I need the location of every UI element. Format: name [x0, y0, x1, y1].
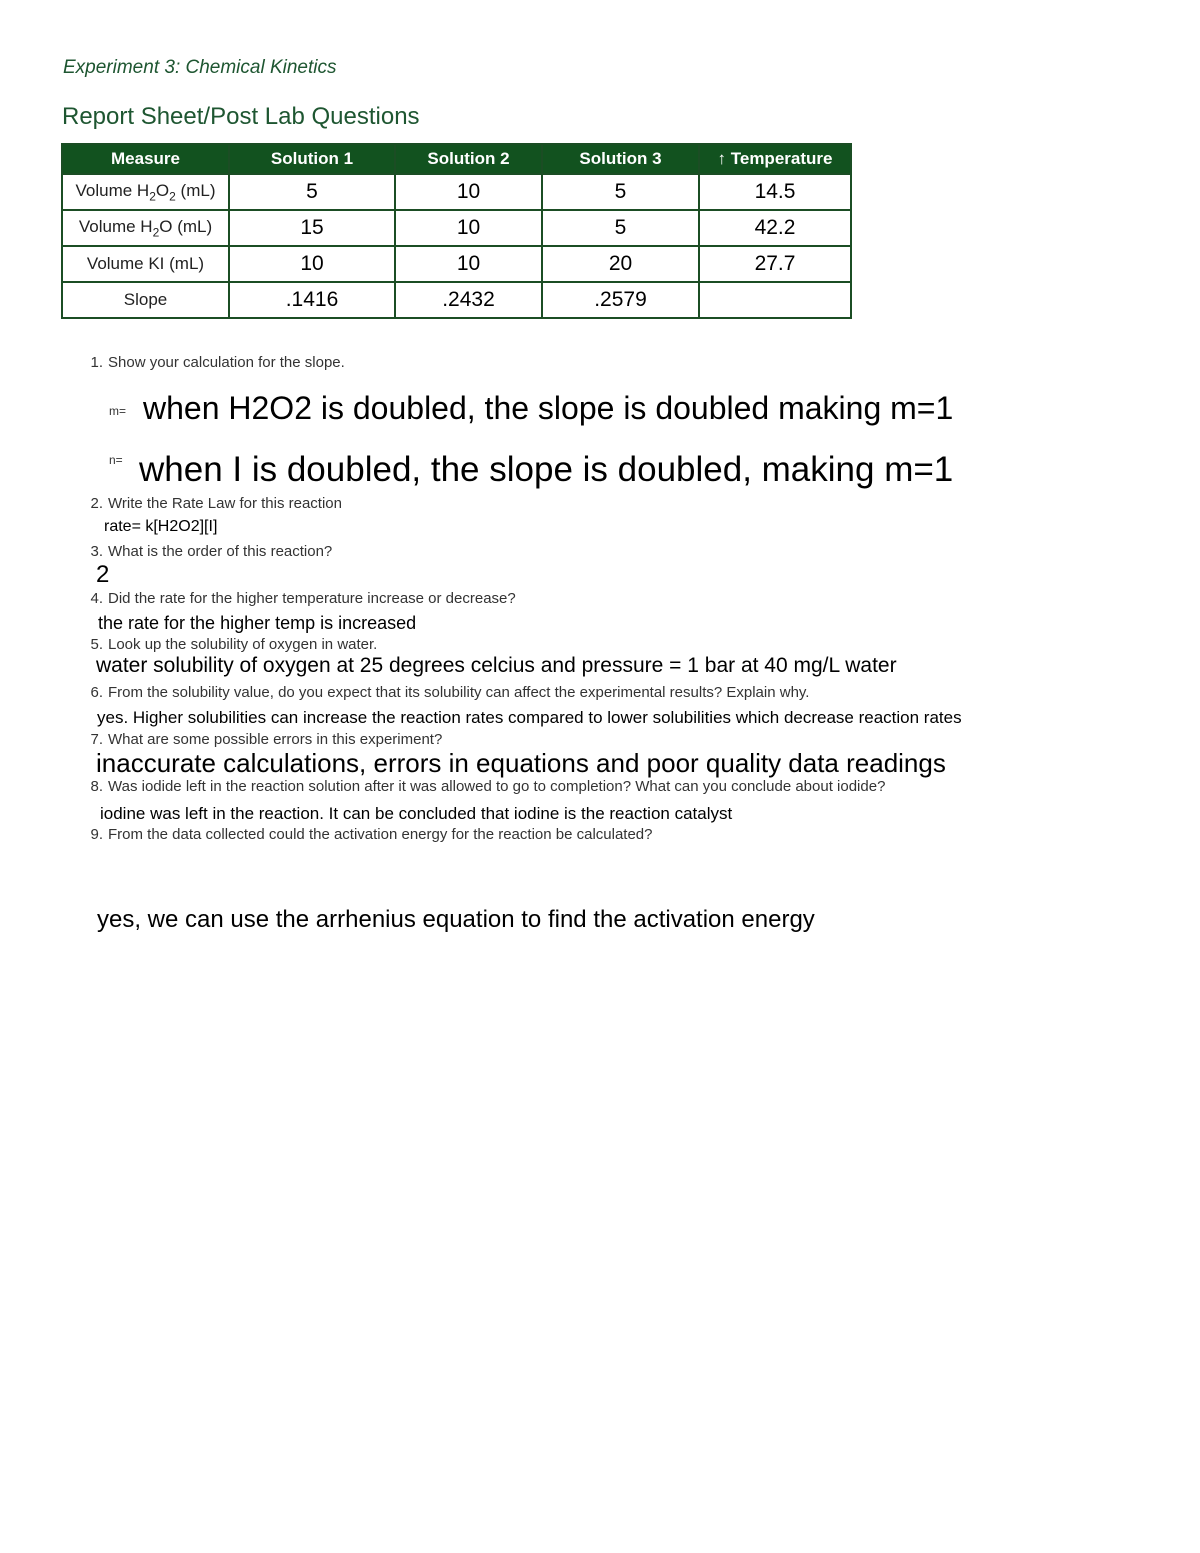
measure-cell: Slope	[62, 282, 229, 318]
section-title: Report Sheet/Post Lab Questions	[62, 103, 420, 130]
question-9: 9. From the data collected could the activation energy for the reaction be calculated?	[90, 826, 653, 843]
question-6: 6. From the solubility value, do you expect that its solubility can affect the experimental results? Explain why.	[90, 684, 810, 701]
table-header-row	[62, 144, 851, 174]
answer-n: when I is doubled, the slope is doubled, making m=1	[139, 450, 954, 489]
value-cell: 27.7	[699, 246, 851, 282]
question-7: 7. What are some possible errors in this experiment?	[90, 731, 443, 748]
value-cell: 42.2	[699, 210, 851, 246]
value-cell: 10	[395, 246, 542, 282]
value-cell: 15	[229, 210, 395, 246]
table-header: ↑ Temperature	[699, 144, 851, 174]
value-cell: .2432	[395, 282, 542, 318]
value-cell: 10	[395, 210, 542, 246]
table-row	[62, 282, 851, 318]
value-cell: 10	[395, 174, 542, 210]
answer-7: inaccurate calculations, errors in equations and poor quality data readings	[96, 748, 946, 778]
answer-3: 2	[96, 561, 110, 588]
table-header: Solution 3	[542, 144, 699, 174]
table-header: Measure	[62, 144, 229, 174]
table-header: Solution 2	[395, 144, 542, 174]
value-cell	[699, 282, 851, 318]
table-row	[62, 246, 851, 282]
value-cell: .2579	[542, 282, 699, 318]
table-header: Solution 1	[229, 144, 395, 174]
n-label: n=	[109, 453, 123, 467]
question-1: 1. Show your calculation for the slope.	[90, 354, 345, 371]
m-label: m=	[109, 404, 127, 418]
document-title: Experiment 3: Chemical Kinetics	[63, 57, 337, 78]
table-row	[62, 174, 851, 210]
value-cell: 20	[542, 246, 699, 282]
answer-5: water solubility of oxygen at 25 degrees celcius and pressure = 1 bar at 40 mg/L water	[96, 654, 897, 677]
question-4: 4. Did the rate for the higher temperature increase or decrease?	[90, 590, 516, 607]
value-cell: 5	[542, 210, 699, 246]
measure-cell: Volume KI (mL)	[62, 246, 229, 282]
value-cell: 5	[542, 174, 699, 210]
measure-cell: Volume $H_2O_2$ (mL)	[62, 174, 229, 210]
value-cell: 14.5	[699, 174, 851, 210]
question-8: 8. Was iodide left in the reaction solution after it was allowed to go to completion? What can you conclude about iodide?	[90, 778, 886, 795]
answer-6: yes. Higher solubilities can increase the reaction rates compared to lower solubilities which decrease reaction rates	[97, 708, 962, 727]
data-table	[61, 143, 852, 319]
answer-2: rate= k[H2O2][I]	[104, 518, 218, 535]
table-row	[62, 210, 851, 246]
value-cell: 5	[229, 174, 395, 210]
measure-cell: Volume $H_2O$ (mL)	[62, 210, 229, 246]
answer-m: when H2O2 is doubled, the slope is doubled making m=1	[143, 390, 954, 426]
question-3: 3. What is the order of this reaction?	[90, 543, 333, 560]
question-2: 2. Write the Rate Law for this reaction	[90, 495, 342, 512]
value-cell: 10	[229, 246, 395, 282]
question-5: 5. Look up the solubility of oxygen in water.	[90, 636, 378, 653]
answer-9: yes, we can use the arrhenius equation to find the activation energy	[97, 906, 815, 933]
answer-8: iodine was left in the reaction. It can be concluded that iodine is the reaction catalyst	[100, 804, 733, 823]
answer-4: the rate for the higher temp is increased	[98, 613, 417, 633]
value-cell: .1416	[229, 282, 395, 318]
